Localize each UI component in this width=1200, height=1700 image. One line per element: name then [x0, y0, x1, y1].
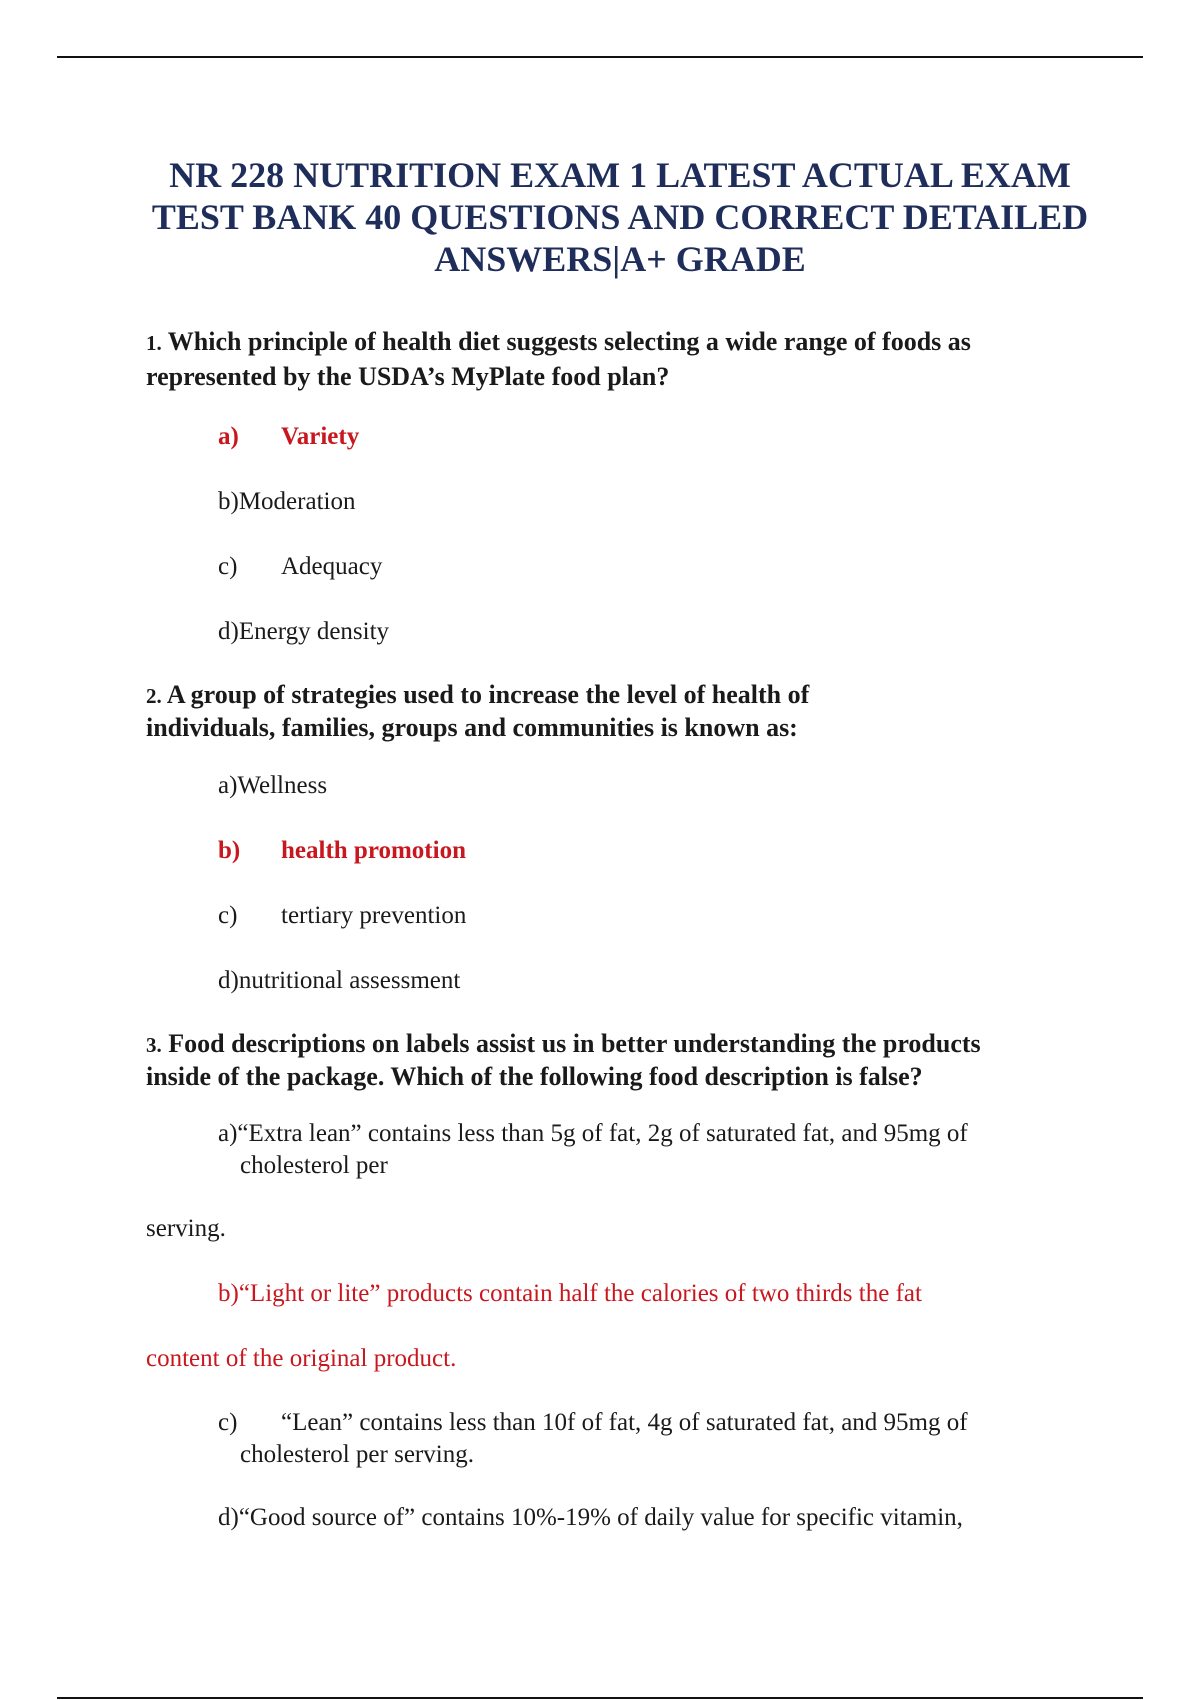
question-2-option-c	[218, 899, 1076, 933]
title-line-1: NR 228 NUTRITION EXAM 1 LATEST ACTUAL EXAM	[169, 155, 1071, 195]
option-letter: c)	[218, 1409, 238, 1436]
question-2	[146, 679, 1076, 743]
option-letter: a)	[218, 1120, 238, 1147]
question-3-option-a-continuation: serving.	[146, 1215, 226, 1242]
footer-rule	[57, 1697, 1143, 1699]
question-3	[146, 1028, 1076, 1092]
question-1	[146, 325, 1076, 394]
option-letter: d)	[218, 618, 239, 645]
option-letter: a)	[218, 772, 238, 799]
question-text-line-1: A group of strategies used to increase the level of health of	[166, 680, 810, 709]
option-letter: a)	[218, 423, 239, 450]
option-letter: c)	[218, 553, 238, 580]
question-number: 2.	[146, 684, 162, 708]
option-letter: c)	[218, 902, 238, 929]
question-3-option-b-correct	[218, 1277, 1076, 1311]
option-text: health promotion	[281, 837, 466, 864]
option-letter: b)	[218, 837, 241, 864]
question-number: 1.	[146, 331, 162, 355]
option-letter: b)	[218, 488, 239, 515]
option-text: Wellness	[237, 772, 328, 799]
question-1-option-c	[218, 550, 1076, 584]
option-letter: b)	[218, 1280, 239, 1307]
option-text: Variety	[281, 423, 360, 450]
question-2-option-b-correct	[218, 834, 1076, 868]
question-3-option-b-continuation: content of the original product.	[146, 1345, 457, 1372]
option-letter: d)	[218, 967, 239, 994]
question-1-option-a-correct	[218, 420, 1076, 454]
question-2-option-a	[218, 769, 1076, 803]
question-text-line-1: Food descriptions on labels assist us in better understanding the products	[168, 1029, 981, 1058]
option-text: “Light or lite” products contain half the calories of two thirds the fat	[238, 1280, 922, 1307]
option-text: tertiary prevention	[281, 902, 467, 929]
document-title	[130, 154, 1110, 280]
option-text: nutritional assessment	[238, 967, 461, 994]
question-number: 3.	[146, 1033, 162, 1057]
option-text: Adequacy	[281, 553, 383, 580]
option-text: “Good source of” contains 10%-19% of daily value for specific vitamin,	[238, 1504, 963, 1531]
option-text: Moderation	[238, 488, 356, 515]
option-text: “Extra lean” contains less than 5g of fat, 2g of saturated fat, and 95mg of cholesterol per	[237, 1120, 968, 1179]
question-3-option-a	[218, 1118, 1076, 1182]
question-text-line-1: Which principle of health diet suggests selecting a wide range of foods as	[167, 327, 971, 356]
option-letter: d)	[218, 1504, 239, 1531]
question-2-option-d	[218, 964, 1076, 998]
question-1-option-d	[218, 615, 1076, 649]
question-text-line-2: individuals, families, groups and communities is known as:	[146, 713, 798, 742]
question-3-option-d	[218, 1501, 1076, 1535]
question-3-option-c	[218, 1407, 1076, 1471]
question-text-line-2: represented by the USDA’s MyPlate food plan?	[146, 362, 670, 391]
option-text: “Lean” contains less than 10f of fat, 4g of saturated fat, and 95mg of cholesterol per serving.	[240, 1409, 968, 1468]
title-line-3: ANSWERS|A+ GRADE	[434, 239, 806, 279]
question-list	[146, 325, 1076, 1566]
question-1-option-b	[218, 485, 1076, 519]
option-text: Energy density	[238, 618, 390, 645]
question-text-line-2: inside of the package. Which of the following food description is false?	[146, 1062, 923, 1091]
header-rule	[57, 56, 1143, 58]
title-line-2: TEST BANK 40 QUESTIONS AND CORRECT DETAILED	[151, 197, 1089, 237]
